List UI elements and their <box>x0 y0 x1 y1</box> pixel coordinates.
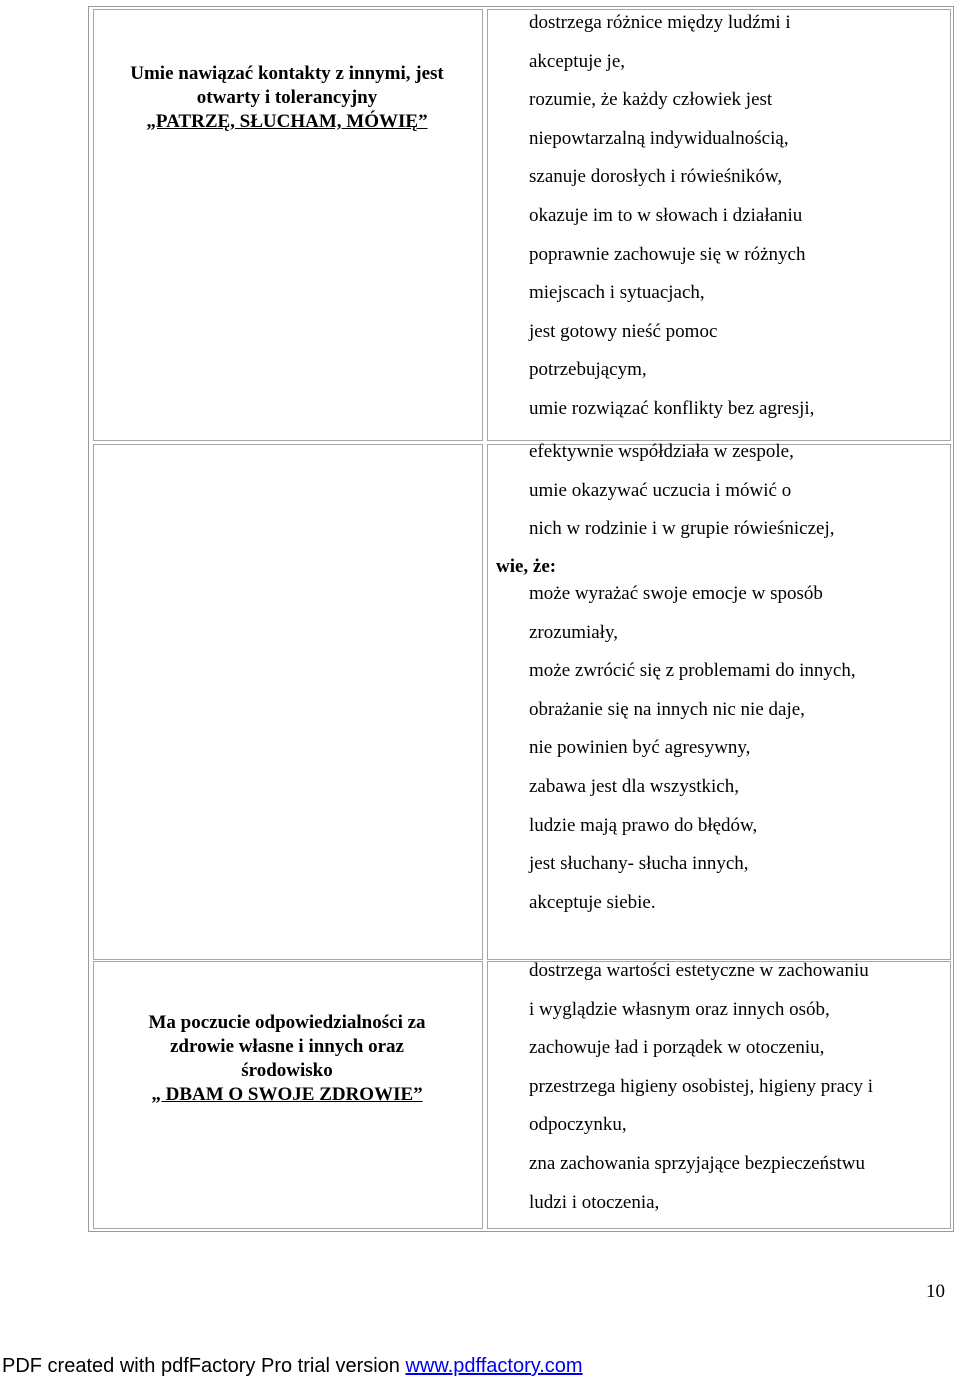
goal-line: otwarty i tolerancyjny <box>196 87 378 108</box>
list-item: nich w rodzinie i w grupie rówieśniczej, <box>529 518 835 540</box>
list-item: umie okazywać uczucia i mówić o <box>529 479 792 501</box>
goal-line: Ma poczucie odpowiedzialności za <box>148 1012 426 1033</box>
list-item: akceptuje siebie. <box>529 891 656 913</box>
footer-link[interactable]: www.pdffactory.com <box>405 1355 583 1377</box>
knows-that-label: wie, że: <box>496 556 557 577</box>
list-item: zachowuje ład i porządek w otoczeniu, <box>529 1037 825 1059</box>
goal-motto: „ DBAM O SWOJE ZDROWIE” <box>151 1084 423 1105</box>
list-item: efektywnie współdziała w zespole, <box>529 441 794 462</box>
list-item: nie powinien być agresywny, <box>529 737 751 759</box>
list-item: jest gotowy nieść pomoc <box>529 320 718 342</box>
pdf-footer <box>2 1353 583 1379</box>
list-item: przestrzega higieny osobistej, higieny pracy i <box>529 1075 874 1097</box>
list-item: szanuje dorosłych i rówieśników, <box>529 166 783 188</box>
goal-line: Umie nawiązać kontakty z innymi, jest <box>130 63 444 84</box>
list-item: ludzi i otoczenia, <box>529 1191 660 1213</box>
table-cell-goal-1-bottom <box>93 444 483 960</box>
list-item: obrażanie się na innych nic nie daje, <box>529 698 805 720</box>
list-item: może wyrażać swoje emocje w sposób <box>529 583 823 604</box>
footer-text: PDF created with pdfFactory Pro trial version <box>2 1355 406 1377</box>
list-item: okazuje im to w słowach i działaniu <box>529 204 803 226</box>
list-item: zrozumiały, <box>529 621 618 643</box>
goal-line: zdrowie własne i innych oraz <box>170 1036 404 1057</box>
list-item: poprawnie zachowuje się w różnych <box>529 243 806 265</box>
list-item: może zwrócić się z problemami do innych, <box>529 660 856 682</box>
list-item: miejscach i sytuacjach, <box>529 282 705 304</box>
list-item: ludzie mają prawo do błędów, <box>529 814 758 836</box>
list-item: rozumie, że każdy człowiek jest <box>529 89 773 111</box>
list-item: i wyglądzie własnym oraz innych osób, <box>529 998 830 1020</box>
list-item: zabawa jest dla wszystkich, <box>529 775 739 797</box>
outcomes-list-b <box>529 433 834 549</box>
list-item: umie rozwiązać konflikty bez agresji, <box>529 397 815 419</box>
outcomes-list-2 <box>529 952 873 1222</box>
list-item: niepowtarzalną indywidualnością, <box>529 127 789 149</box>
page-number: 10 <box>926 1281 945 1302</box>
list-item: akceptuje je, <box>529 50 626 72</box>
goal-heading-2 <box>90 1011 484 1107</box>
outcomes-list-a <box>529 4 814 429</box>
list-item: dostrzega różnice między ludźmi i <box>529 12 791 33</box>
list-item: zna zachowania sprzyjające bezpieczeństwu <box>529 1152 865 1174</box>
list-item: dostrzega wartości estetyczne w zachowaniu <box>529 960 869 981</box>
list-item: potrzebującym, <box>529 359 647 381</box>
list-item: jest słuchany- słucha innych, <box>529 853 749 875</box>
outcomes-list-c <box>529 575 856 922</box>
list-item: odpoczynku, <box>529 1114 627 1136</box>
goal-heading-1 <box>90 62 484 134</box>
goal-motto: „PATRZĘ, SŁUCHAM, MÓWIĘ” <box>146 111 428 132</box>
goal-line: środowisko <box>241 1060 333 1081</box>
